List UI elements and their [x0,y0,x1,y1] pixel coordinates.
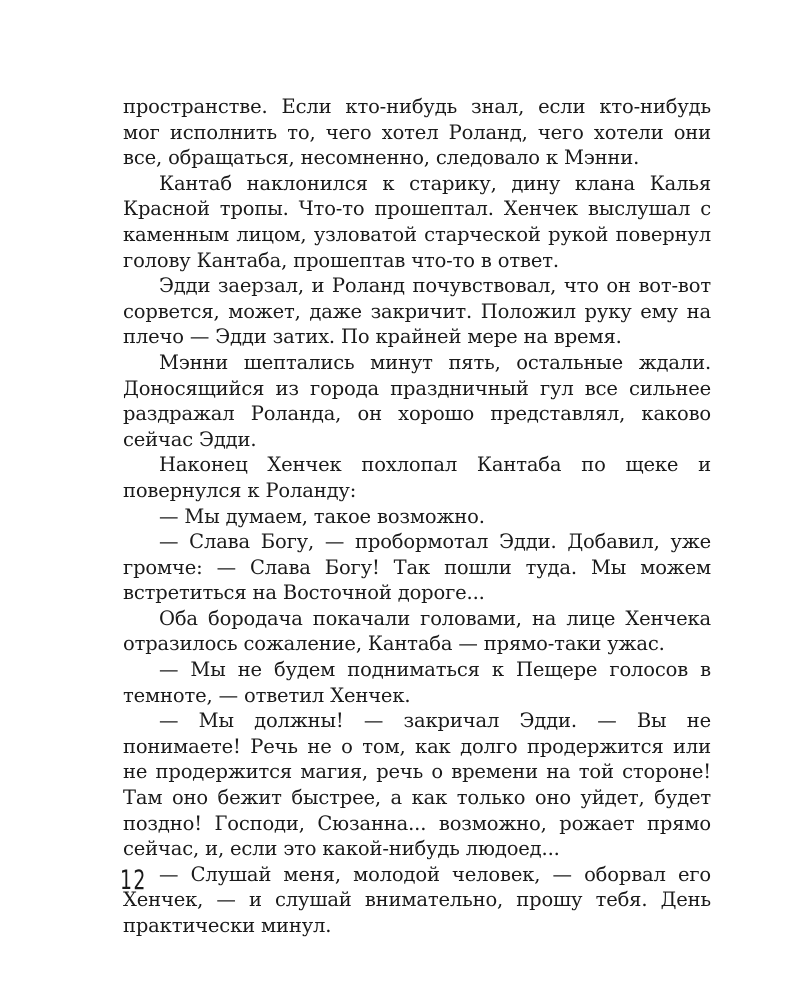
paragraph: — Мы думаем, такое возможно. [159,504,485,528]
paragraph: Наконец Хенчек похлопал Кантаба по щеке и повернулся к Роланду: [123,453,711,502]
paragraph: — Мы должны! — закричал Эдди. — Вы не понимаете! Речь не о том, как долго продержится или не продержится магия, речь о времени на той стороне! Там оно бежит быстрее, а как только оно уйдет, будет поздно! Господи, Сюзанна... возможно, рожает прямо сейчас, и, если это какой-нибудь людоед... [123,709,711,861]
paragraph: Кантаб наклонился к старику, дину клана Калья Красной тропы. Что-то прошептал. Хенчек выслушал с каменным лицом, узловатой старческой рукой повернул голову Кантаба, прошептав что-то в ответ. [123,171,711,272]
paragraph: — Мы не будем подниматься к Пещере голосов в темноте, — ответил Хенчек. [123,658,711,707]
body-text [123,94,711,939]
page-number: 12 [120,865,147,896]
paragraph: Оба бородача покачали головами, на лице Хенчека отразилось сожаление, Кантаба — прямо-таки ужас. [123,606,711,656]
paragraph: пространстве. Если кто-нибудь знал, если кто-нибудь мог исполнить то, чего хотел Роланд, чего хотели они все, обращаться, несомненно, следовало к Мэнни. [123,95,711,170]
paragraph: — Слава Богу, — пробормотал Эдди. Добавил, уже громче: — Слава Богу! Так пошли туда. Мы можем встретиться на Восточной дороге... [123,530,711,605]
paragraph: Мэнни шептались минут пять, остальные ждали. Доносящийся из города праздничный гул все сильнее раздражал Роланда, он хорошо представлял, каково сейчас Эдди. [123,350,711,451]
paragraph: — Слушай меня, молодой человек, — оборвал его Хенчек, — и слушай внимательно, прошу тебя. День практически минул. [123,862,711,937]
paragraph: Эдди заерзал, и Роланд почувствовал, что он вот-вот сорвется, может, даже закричит. Положил руку ему на плечо — Эдди затих. По крайней мере на время. [123,274,711,349]
